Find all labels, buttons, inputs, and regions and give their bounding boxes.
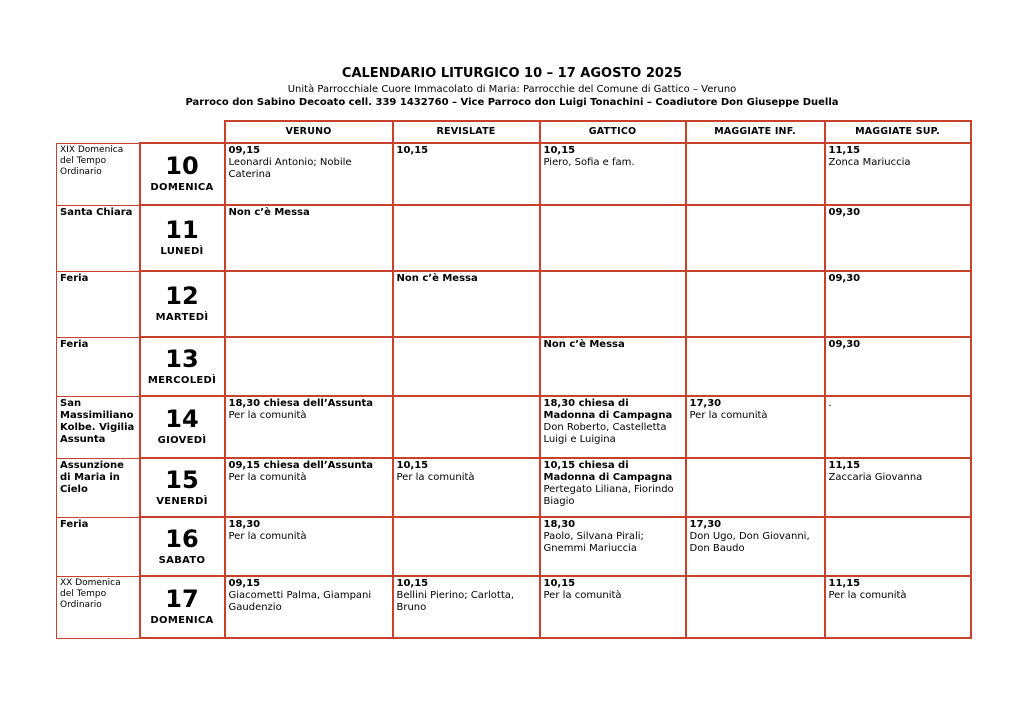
day-number: 16 xyxy=(165,524,199,553)
mass-time: 17,30 xyxy=(689,398,722,409)
mass-cell-1 xyxy=(225,337,393,396)
mass-time: 17,30 xyxy=(689,519,722,530)
day-name: SABATO xyxy=(158,554,206,566)
mass-time: 18,30 xyxy=(228,519,261,530)
mass-cell-3 xyxy=(540,517,686,576)
table-row xyxy=(57,271,971,337)
mass-cell-4 xyxy=(686,458,825,517)
mass-cell-4 xyxy=(686,396,825,458)
mass-time: 09,15 chiesa dell’Assunta xyxy=(228,460,374,471)
mass-cell-2 xyxy=(393,205,540,271)
mass-time: 10,15 xyxy=(396,578,429,589)
table-row xyxy=(57,517,971,576)
day-cell xyxy=(140,396,225,458)
mass-cell-3 xyxy=(540,396,686,458)
column-header-gattico: GATTICO xyxy=(540,121,686,143)
mass-cell-4 xyxy=(686,337,825,396)
mass-time: Non c’è Messa xyxy=(396,273,478,284)
mass-intention: Paolo, Silvana Pirali; Gnemmi Mariuccia xyxy=(543,531,644,554)
mass-intention: Bellini Pierino; Carlotta, Bruno xyxy=(396,590,515,613)
day-cell xyxy=(140,337,225,396)
day-cell xyxy=(140,517,225,576)
column-header-maggiate-sup: MAGGIATE SUP. xyxy=(825,121,971,143)
mass-intention: Per la comunità xyxy=(228,410,307,421)
mass-intention: Giacometti Palma, Giampani Gaudenzio xyxy=(228,590,372,613)
mass-intention: Zaccaria Giovanna xyxy=(828,472,923,483)
day-cell xyxy=(140,271,225,337)
day-number: 11 xyxy=(165,216,199,244)
mass-cell-3 xyxy=(540,205,686,271)
mass-time: 10,15 xyxy=(543,578,576,589)
feast-name: Feria xyxy=(57,517,140,576)
mass-time: 10,15 xyxy=(396,145,429,156)
mass-time: 10,15 xyxy=(396,460,429,471)
mass-cell-1 xyxy=(225,271,393,337)
mass-cell-2 xyxy=(393,517,540,576)
mass-intention: Pertegato Liliana, Fiorindo Biagio xyxy=(543,484,674,507)
feast-name: XX Domenica del Tempo Ordinario xyxy=(57,576,140,638)
day-name: DOMENICA xyxy=(150,615,214,626)
mass-cell-1 xyxy=(225,458,393,517)
mass-cell-1 xyxy=(225,576,393,638)
column-header-revislate: REVISLATE xyxy=(393,121,540,143)
mass-cell-3 xyxy=(540,337,686,396)
mass-intention: Per la comunità xyxy=(828,590,907,601)
mass-time: 10,15 xyxy=(543,145,576,156)
mass-time: 11,15 xyxy=(828,460,861,471)
day-name: VENERDÌ xyxy=(156,495,208,507)
mass-cell-5 xyxy=(825,271,971,337)
mass-cell-2 xyxy=(393,271,540,337)
feast-name: XIX Domenica del Tempo Ordinario xyxy=(57,143,140,205)
mass-cell-4 xyxy=(686,205,825,271)
mass-intention: Don Roberto, Castelletta Luigi e Luigina xyxy=(543,422,667,445)
mass-cell-4 xyxy=(686,517,825,576)
mass-cell-2 xyxy=(393,396,540,458)
clergy-contacts: Parroco don Sabino Decoato cell. 339 1432760 – Vice Parroco don Luigi Tonachini – Coadiutore Don Giuseppe Duella xyxy=(185,97,839,108)
mass-intention: Per la comunità xyxy=(228,531,307,542)
mass-cell-2 xyxy=(393,143,540,205)
header-spacer xyxy=(140,121,225,143)
mass-intention: Leonardi Antonio; Nobile Caterina xyxy=(228,157,352,180)
mass-time: 09,15 xyxy=(228,145,261,156)
mass-cell-5 xyxy=(825,337,971,396)
mass-cell-4 xyxy=(686,271,825,337)
day-number: 15 xyxy=(165,465,199,494)
day-cell xyxy=(140,458,225,517)
feast-name: Feria xyxy=(57,271,140,337)
mass-time: Non c’è Messa xyxy=(543,339,625,350)
mass-time: 18,30 chiesa dell’Assunta xyxy=(228,398,374,409)
mass-cell-5 xyxy=(825,396,971,458)
mass-cell-5 xyxy=(825,576,971,638)
mass-cell-1 xyxy=(225,143,393,205)
mass-intention: Zonca Mariuccia xyxy=(828,157,911,168)
table-row xyxy=(57,205,971,271)
day-number: 13 xyxy=(165,344,199,373)
mass-time: 11,15 xyxy=(828,145,861,156)
calendar-title: CALENDARIO LITURGICO 10 – 17 AGOSTO 2025 xyxy=(341,66,683,81)
mass-time: Non c’è Messa xyxy=(228,207,310,218)
mass-cell-1 xyxy=(225,205,393,271)
table-row xyxy=(57,337,971,396)
mass-intention: Piero, Sofia e fam. xyxy=(543,157,635,168)
mass-cell-3 xyxy=(540,576,686,638)
day-cell xyxy=(140,576,225,638)
header-spacer xyxy=(57,121,140,143)
mass-intention: Per la comunità xyxy=(396,472,475,483)
mass-time: 09,30 xyxy=(828,207,861,218)
mass-cell-3 xyxy=(540,143,686,205)
mass-cell-3 xyxy=(540,458,686,517)
day-name: LUNEDÌ xyxy=(160,246,204,257)
feast-name: San Massimiliano Kolbe. Vigilia Assunta xyxy=(57,396,140,458)
mass-cell-5 xyxy=(825,143,971,205)
mass-time: 10,15 chiesa di Madonna di Campagna xyxy=(543,460,673,483)
mass-cell-1 xyxy=(225,517,393,576)
mass-cell-5 xyxy=(825,458,971,517)
feast-name: Santa Chiara xyxy=(57,205,140,271)
mass-cell-4 xyxy=(686,576,825,638)
column-header-veruno: VERUNO xyxy=(225,121,393,143)
mass-time: 09,30 xyxy=(828,273,861,284)
mass-intention: Per la comunità xyxy=(689,410,768,421)
mass-time: 18,30 chiesa di Madonna di Campagna xyxy=(543,398,673,421)
mass-intention: Per la comunità xyxy=(228,472,307,483)
mass-cell-2 xyxy=(393,337,540,396)
mass-intention: . xyxy=(828,398,832,409)
mass-time: 09,15 xyxy=(228,578,261,589)
column-header-maggiate-inf: MAGGIATE INF. xyxy=(686,121,825,143)
mass-time: 18,30 xyxy=(543,519,576,530)
day-number: 17 xyxy=(165,585,199,613)
mass-cell-5 xyxy=(825,205,971,271)
feast-name: Feria xyxy=(57,337,140,396)
mass-cell-4 xyxy=(686,143,825,205)
mass-cell-2 xyxy=(393,576,540,638)
feast-name: Assunzione di Maria in Cielo xyxy=(57,458,140,517)
mass-cell-5 xyxy=(825,517,971,576)
day-name: GIOVEDÌ xyxy=(157,435,207,446)
day-number: 12 xyxy=(165,282,199,310)
mass-time: 11,15 xyxy=(828,578,861,589)
column-header-row xyxy=(57,121,971,143)
table-row xyxy=(57,396,971,458)
day-number: 14 xyxy=(165,405,199,433)
day-cell xyxy=(140,143,225,205)
parish-unit-subtitle: Unità Parrocchiale Cuore Immacolato di Maria: Parrocchie del Comune di Gattico – Veruno xyxy=(287,84,737,95)
day-name: MERCOLEDÌ xyxy=(147,374,217,386)
liturgical-calendar-table xyxy=(56,120,972,639)
mass-cell-1 xyxy=(225,396,393,458)
table-row xyxy=(57,143,971,205)
mass-intention: Per la comunità xyxy=(543,590,622,601)
day-number: 10 xyxy=(165,152,199,180)
table-row xyxy=(57,576,971,638)
day-name: DOMENICA xyxy=(150,182,214,193)
day-name: MARTEDÌ xyxy=(155,312,209,323)
table-row xyxy=(57,458,971,517)
mass-cell-2 xyxy=(393,458,540,517)
mass-intention: Don Ugo, Don Giovanni, Don Baudo xyxy=(689,531,810,554)
mass-time: 09,30 xyxy=(828,339,861,350)
mass-cell-3 xyxy=(540,271,686,337)
day-cell xyxy=(140,205,225,271)
